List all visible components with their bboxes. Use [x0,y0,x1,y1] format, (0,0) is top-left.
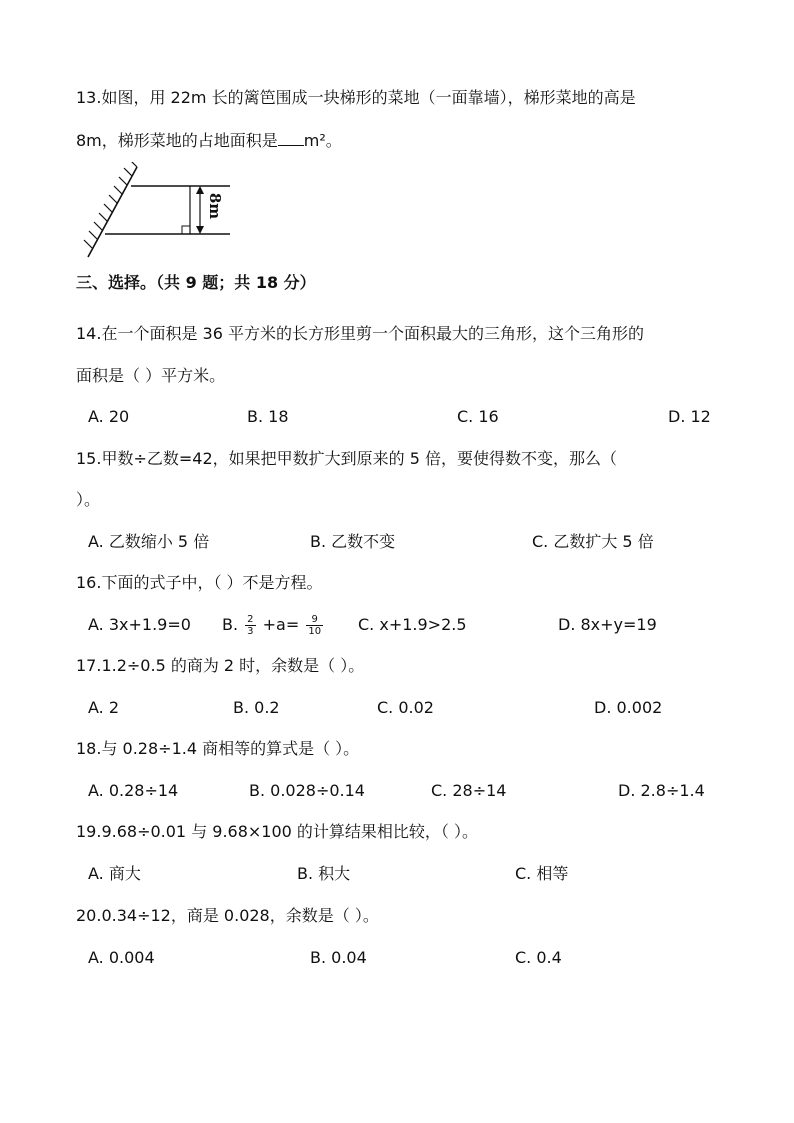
q16-option-a[interactable]: A. 3x+1.9=0 [88,615,191,634]
fraction-two-thirds [245,614,255,637]
q13-text-line2 [76,131,342,151]
wall-line [88,167,137,257]
q13-text-line1: 13.如图，用 22m 长的篱笆围成一块梯形的菜地（一面靠墙），梯形菜地的高是 [76,88,636,107]
fraction-denominator: 10 [308,626,322,637]
q20-option-b[interactable]: B. 0.04 [310,948,367,967]
q16-option-c[interactable]: C. x+1.9>2.5 [358,615,467,634]
q14-option-c[interactable]: C. 16 [457,407,499,426]
fraction-nine-tenths [306,614,323,637]
q14-text-line1: 14.在一个面积是 36 平方米的长方形里剪一个面积最大的三角形，这个三角形的 [76,324,644,343]
q15-option-b[interactable]: B. 乙数不变 [310,532,396,551]
q20-option-a[interactable]: A. 0.004 [88,948,155,967]
q19-option-c[interactable]: C. 相等 [515,864,569,883]
q20-text-line1: 20.0.34÷12，商是 0.028，余数是（ ）。 [76,906,379,925]
fraction-numerator: 9 [306,614,323,626]
arrow-head-up [196,186,204,194]
q19-option-b[interactable]: B. 积大 [297,864,351,883]
q16-text-line1: 16.下面的式子中，（ ）不是方程。 [76,573,323,592]
wall-hatching [84,162,137,248]
q13-text-line2-pre: 8m，梯形菜地的占地面积是 [76,131,278,150]
q20-option-c[interactable]: C. 0.4 [515,948,562,967]
q18-text-line1: 18.与 0.28÷1.4 商相等的算式是（ ）。 [76,739,360,758]
q18-option-a[interactable]: A. 0.28÷14 [88,781,179,800]
fraction-denominator: 3 [247,626,254,637]
fraction-numerator: 2 [247,614,254,625]
answer-blank[interactable] [278,131,304,146]
q14-option-a[interactable]: A. 20 [88,407,130,426]
q16-option-b[interactable] [222,606,325,644]
height-label: 8m [206,192,224,220]
q17-text-line1: 17.1.2÷0.5 的商为 2 时，余数是（ ）。 [76,656,365,675]
right-angle-marker [182,226,190,234]
trapezoid-figure [80,162,250,262]
q16-option-b-mid: +a= [262,615,300,634]
q17-option-b[interactable]: B. 0.2 [233,698,280,717]
q15-text-line1: 15.甲数÷乙数=42，如果把甲数扩大到原来的 5 倍，要使得数不变，那么（ [76,449,617,468]
q17-option-a[interactable]: A. 2 [88,698,120,717]
q18-option-d[interactable]: D. 2.8÷1.4 [618,781,705,800]
q14-text-line2: 面积是（ ）平方米。 [76,366,226,385]
q19-option-a[interactable]: A. 商大 [88,864,141,883]
q17-option-d[interactable]: D. 0.002 [594,698,663,717]
q18-option-b[interactable]: B. 0.028÷0.14 [249,781,365,800]
q16-option-b-label: B. [222,615,239,634]
q15-option-a[interactable]: A. 乙数缩小 5 倍 [88,532,210,551]
q15-text-line2: ）。 [76,490,101,509]
q14-option-d[interactable]: D. 12 [668,407,711,426]
arrow-head-down [196,226,204,234]
q15-option-c[interactable]: C. 乙数扩大 5 倍 [532,532,654,551]
q14-option-b[interactable]: B. 18 [247,407,289,426]
q13-text-line2-post: m²。 [303,131,342,150]
q16-option-d[interactable]: D. 8x+y=19 [558,615,657,634]
q19-text-line1: 19.9.68÷0.01 与 9.68×100 的计算结果相比较，（ ）。 [76,822,479,841]
section-title: 三、选择。（共 9 题；共 18 分） [76,273,316,292]
q18-option-c[interactable]: C. 28÷14 [431,781,507,800]
q17-option-c[interactable]: C. 0.02 [377,698,434,717]
